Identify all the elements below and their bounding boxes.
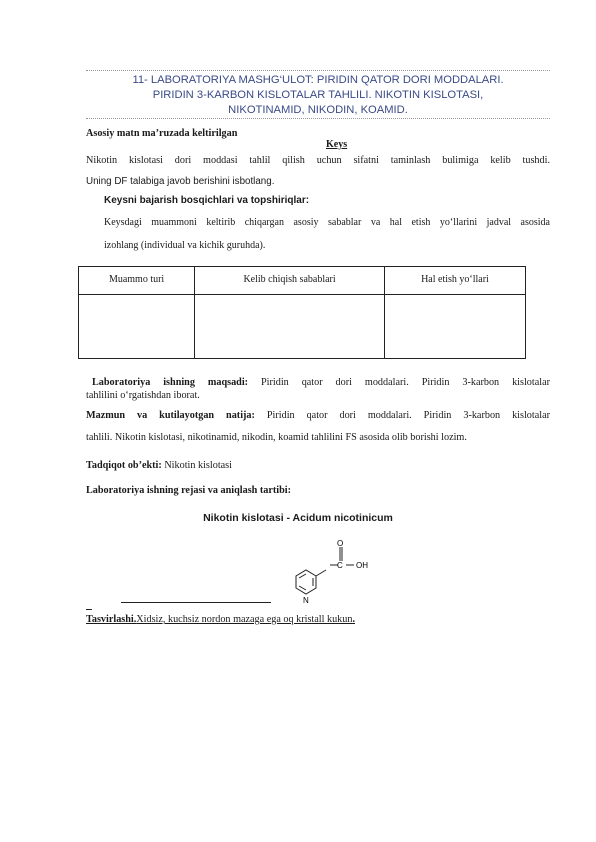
nitrogen-label: N — [303, 596, 309, 605]
tasks-line-2: izohlang (individual va kichik guruhda). — [104, 240, 266, 251]
footnote-marker — [86, 609, 92, 610]
case-line-1: Nikotin kislotasi dori moddasi tahlil qilish uchun sifatni taminlash bulimiga kelib tushdi. — [86, 155, 550, 166]
result-label: Mazmun va kutilayotgan natija: — [86, 410, 255, 421]
bottom-dotted-rule — [86, 118, 550, 119]
hydroxyl-label: OH — [356, 561, 368, 570]
plan-label: Laboratoriya ishning rejasi va aniqlash tartibi: — [86, 485, 291, 496]
case-heading: Keys — [326, 139, 348, 150]
purpose-text: Piridin qator dori moddalari. Piridin 3-karbon kislotalar — [261, 377, 550, 388]
result-line-1 — [86, 409, 550, 422]
case-table — [78, 266, 526, 359]
table-header-problem: Muammo turi — [79, 267, 195, 295]
top-dotted-rule — [86, 70, 550, 71]
description-value: Xidsiz, kuchsiz nordon mazaga ega oq kristall kukun — [136, 614, 353, 625]
description-label: Tasvirlashi. — [86, 614, 137, 625]
table-cell-causes[interactable] — [195, 295, 385, 359]
oxygen-label: O — [337, 539, 344, 548]
purpose-label: Laboratoriya ishning maqsadi: — [92, 377, 249, 388]
title-line-3: NIKOTINAMID, NIKODIN, KOAMID. — [228, 104, 408, 116]
object-label: Tadqiqot ob’ekti: — [86, 460, 162, 471]
description-end: . — [352, 614, 355, 625]
title-line-1: 11- LABORATORIYA MASHG‘ULOT: PIRIDIN QATOR DORI MODDALARI. — [132, 74, 504, 86]
table-header-causes: Kelib chiqish sabablari — [195, 267, 385, 295]
page-title — [86, 73, 550, 118]
tasks-line-1: Keysdagi muammoni keltirib chiqargan asosiy sabablar va hal etish yo‘llarini jadval asosida — [104, 217, 550, 228]
table-cell-problem[interactable] — [79, 295, 195, 359]
object-line — [86, 459, 550, 472]
tasks-heading: Keysni bajarish bosqichlari va topshiriqlar: — [104, 195, 310, 206]
purpose-line-1 — [86, 376, 550, 389]
table-cell-solutions[interactable] — [384, 295, 525, 359]
purpose-line-2: tahlilini o‘rgatishdan iborat. — [86, 390, 200, 401]
table-row — [79, 295, 526, 359]
signature-line — [121, 602, 271, 603]
table-header-solutions: Hal etish yo‘llari — [384, 267, 525, 295]
nicotinic-acid-structure — [270, 537, 380, 605]
result-line-2: tahlili. Nikotin kislotasi, nikotinamid, nikodin, koamid tahlilini FS asosida olib borishi lozim. — [86, 432, 467, 443]
result-text: Piridin qator dori moddalari. Piridin 3-karbon kislotalar — [266, 410, 551, 421]
intro-label: Asosiy matn ma’ruzada keltirilgan — [86, 128, 238, 139]
substance-name: Nikotin kislotasi - Acidum nicotinicum — [203, 512, 393, 524]
title-line-2: PIRIDIN 3-KARBON KISLOTALAR TAHLILI. NIKOTIN KISLOTASI, — [152, 89, 484, 101]
description-line — [86, 613, 550, 626]
carbon-label: C — [337, 561, 343, 570]
case-line-2: Uning DF talabiga javob berishini isbotlang. — [86, 176, 275, 187]
table-header-row — [79, 267, 526, 295]
object-value: Nikotin kislotasi — [164, 460, 232, 471]
